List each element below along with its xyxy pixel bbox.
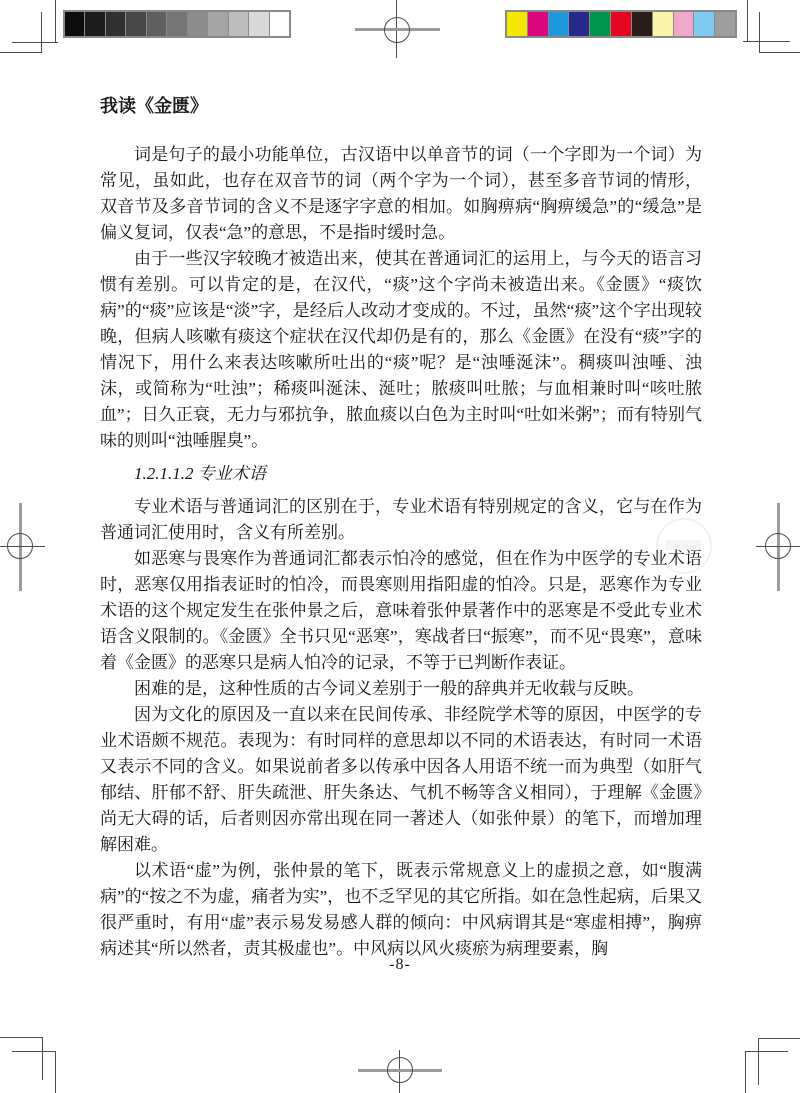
color-calibration-bar [505, 10, 737, 38]
color-swatch [653, 12, 673, 36]
color-swatch [85, 12, 104, 36]
paragraph: 专业术语与普通词汇的区别在于，专业术语有特别规定的含义，它与在作为普通词汇使用时，含义有所差别。 [100, 497, 702, 542]
crop-mark-line [12, 42, 58, 43]
paragraph: 因为文化的原因及一直以来在民间传承、非经院学术等的原因，中医学的专业术语颇不规范。表现为：有时同样的意思却以不同的术语表达，有时同一术语又表示不同的含义。如果说前者多以传承中因各人用语不统一而为典型（如肝气郁结、肝郁不舒、肝失疏泄、肝失条达、气机不畅等含义相同），于理解《金匮》尚无大碍的话，后者则因亦常出现在同一著述人（如张仲景）的笔下，而增加理解困难。 [100, 705, 702, 854]
crop-mark-line [55, 1051, 56, 1093]
page-title: 我读《金匮》 [100, 96, 208, 116]
paragraph: 由于一些汉字较晚才被造出来，使其在普通词汇的运用上，与今天的语言习惯有差别。可以肯定的是，在汉代，“痰”这个字尚未被造出来。《金匮》“痰饮病”的“痰”应该是“淡”字，是经后人改动才变成的。不过，虽然“痰”这个字出现较晚，但病人咳嗽有痰这个症状在汉代却仍是有的，那么《金匮》在没有“痰”字的情况下，用什么来表达咳嗽所吐出的“痰”呢？是“浊唾涎沫”。稠痰叫浊唾、浊沫，或简称为“吐浊”；稀痰叫涎沫、涎吐；脓痰叫吐脓；与血相兼时叫“咳吐脓血”；日久正衰，无力与邪抗争，脓血痰以白色为主时叫“吐如米粥”；而有特别气味的则叫“浊唾腥臭”。 [100, 249, 702, 450]
color-swatch [147, 12, 166, 36]
color-swatch [208, 12, 227, 36]
color-swatch [507, 12, 527, 36]
crop-mark-line [759, 52, 800, 53]
color-swatch [569, 12, 589, 36]
crop-mark-line [42, 1037, 43, 1080]
color-swatch [715, 12, 735, 36]
crop-mark-line [41, 12, 42, 53]
registration-circle-icon [387, 1057, 413, 1083]
color-swatch [229, 12, 248, 36]
color-swatch [126, 12, 145, 36]
crop-mark-line [0, 1037, 42, 1038]
registration-circle-icon [384, 17, 410, 43]
crop-mark-line [747, 0, 748, 41]
grayscale-calibration-bar [63, 10, 291, 38]
crop-mark-line [758, 1038, 759, 1085]
crop-mark-line [55, 0, 56, 42]
crop-mark-line [745, 1051, 746, 1093]
paragraph: 词是句子的最小功能单位，古汉语中以单音节的词（一个字即为一个词）为常见，虽如此，也存在双音节的词（两个字为一个词），甚至多音节词的情形，双音节及多音节词的含义不是逐字字意的相加。如胸痹病“胸痹缓急”的“缓急”是偏义复词，仅表“急”的意思，不是指时缓时急。 [100, 145, 702, 242]
crop-mark-line [0, 52, 42, 53]
page-number: -8- [389, 956, 411, 973]
color-swatch [106, 12, 125, 36]
registration-circle-icon [7, 533, 33, 559]
color-swatch [632, 12, 652, 36]
color-swatch [167, 12, 186, 36]
paragraph: 以术语“虚”为例，张仲景的笔下，既表示常规意义上的虚损之意，如“腹满病”的“按之不为虚，痛者为实”，也不乏罕见的其它所指。如在急性起病，后果又很严重时，有用“虚”表示易发易感人群的倾向：中风病谓其是“寒虚相搏”，胸痹病述其“所以然者，责其极虚也”。中风病以风火痰瘀为病理要素，胸 [100, 861, 702, 958]
color-swatch [674, 12, 694, 36]
crop-mark-line [743, 41, 790, 42]
section-heading: 1.2.1.1.2 专业术语 [134, 464, 266, 483]
paragraph: 困难的是，这种性质的古今词义差别于一般的辞典并无收载与反映。 [134, 679, 644, 698]
color-swatch [611, 12, 631, 36]
text-block [100, 94, 702, 962]
color-swatch [65, 12, 84, 36]
registration-circle-icon [765, 533, 791, 559]
crop-mark-line [745, 1051, 788, 1052]
color-swatch [270, 12, 289, 36]
crop-mark-line [759, 12, 760, 53]
color-swatch [549, 12, 569, 36]
crop-mark-line [758, 1038, 800, 1039]
color-swatch [188, 12, 207, 36]
color-swatch [694, 12, 714, 36]
color-swatch [590, 12, 610, 36]
color-swatch [528, 12, 548, 36]
paragraph: 如恶寒与畏寒作为普通词汇都表示怕冷的感觉，但在作为中医学的专业术语时，恶寒仅用指表证时的怕冷，而畏寒则用指阳虚的怕冷。只是，恶寒作为专业术语的这个规定发生在张仲景之后，意味着张仲景著作中的恶寒是不受此专业术语含义限制的。《金匮》全书只见“恶寒”，寒战者曰“振寒”，而不见“畏寒”，意味着《金匮》的恶寒只是病人怕冷的记录，不等于已判断作表证。 [100, 549, 702, 672]
crop-mark-line [12, 1051, 56, 1052]
color-swatch [249, 12, 268, 36]
